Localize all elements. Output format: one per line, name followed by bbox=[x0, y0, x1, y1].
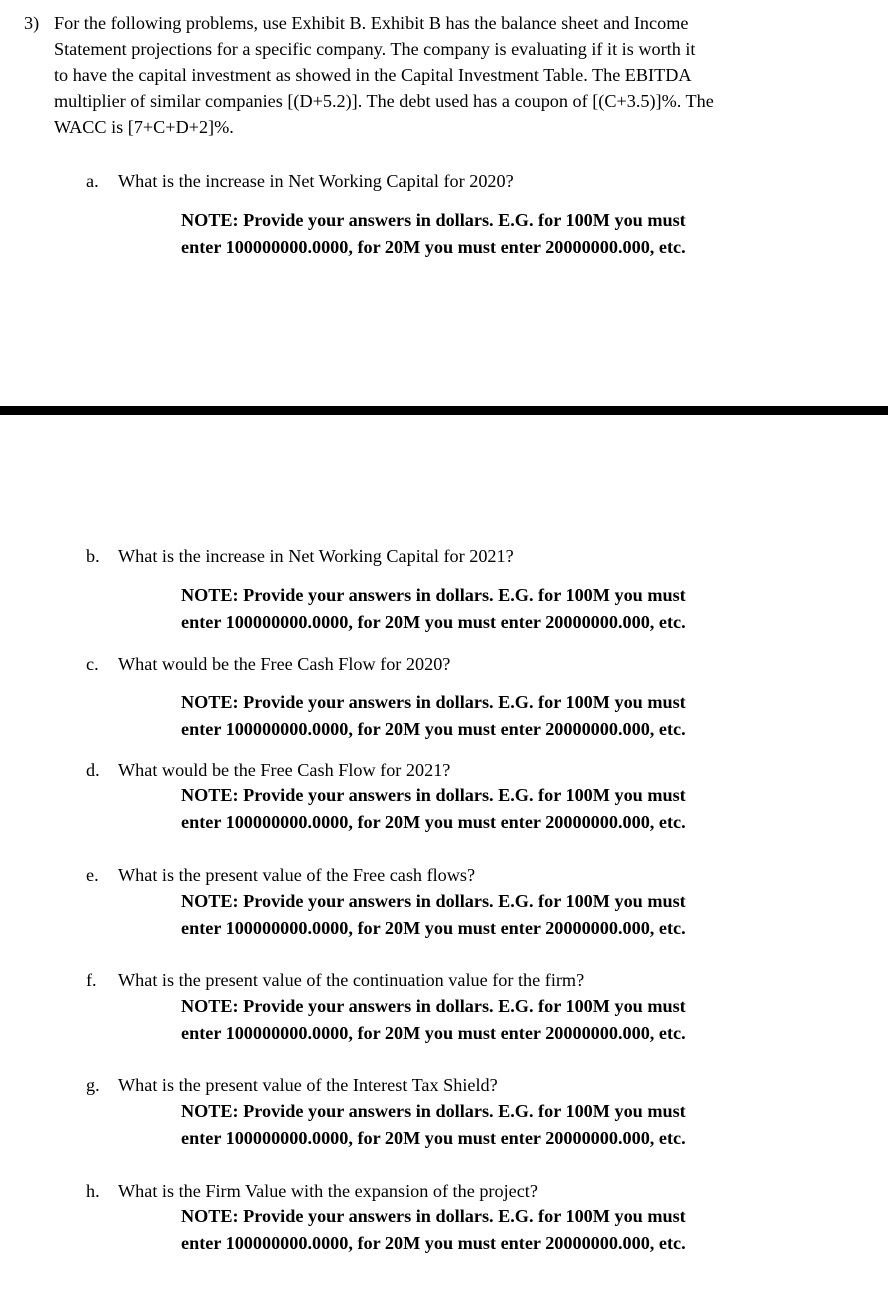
problem-text-line: Statement projections for a specific company. The company is evaluating if it is worth it bbox=[54, 39, 696, 59]
note-b bbox=[181, 582, 821, 636]
problem-number: 3) bbox=[24, 13, 40, 33]
note-line: NOTE: Provide your answers in dollars. E.G. for 100M you must bbox=[181, 891, 686, 911]
note-line: enter 100000000.0000, for 20M you must enter 20000000.000, etc. bbox=[181, 812, 686, 832]
note-line: enter 100000000.0000, for 20M you must enter 20000000.000, etc. bbox=[181, 237, 686, 257]
note-line: enter 100000000.0000, for 20M you must enter 20000000.000, etc. bbox=[181, 1023, 686, 1043]
question-text: What is the present value of the Free cash flows? bbox=[118, 865, 476, 885]
note-e bbox=[181, 888, 821, 942]
question-text: What is the present value of the continuation value for the firm? bbox=[118, 970, 585, 990]
page-divider bbox=[0, 406, 888, 415]
question-text: What would be the Free Cash Flow for 2020? bbox=[118, 654, 451, 674]
question-letter: a. bbox=[86, 171, 99, 191]
question-letter: f. bbox=[86, 970, 97, 990]
question-text: What is the present value of the Interest Tax Shield? bbox=[118, 1075, 498, 1095]
note-line: NOTE: Provide your answers in dollars. E.G. for 100M you must bbox=[181, 692, 686, 712]
problem-text-line: multiplier of similar companies [(D+5.2)]. The debt used has a coupon of [(C+3.5)]%. The bbox=[54, 91, 714, 111]
question-text: What is the increase in Net Working Capital for 2021? bbox=[118, 546, 514, 566]
note-line: NOTE: Provide your answers in dollars. E.G. for 100M you must bbox=[181, 996, 686, 1016]
note-line: enter 100000000.0000, for 20M you must enter 20000000.000, etc. bbox=[181, 612, 686, 632]
question-letter: d. bbox=[86, 760, 100, 780]
question-text: What is the Firm Value with the expansion of the project? bbox=[118, 1181, 538, 1201]
problem-text-line: to have the capital investment as showed in the Capital Investment Table. The EBITDA bbox=[54, 65, 692, 85]
question-text: What is the increase in Net Working Capital for 2020? bbox=[118, 171, 514, 191]
note-a bbox=[181, 207, 821, 261]
question-letter: c. bbox=[86, 654, 99, 674]
note-line: NOTE: Provide your answers in dollars. E.G. for 100M you must bbox=[181, 210, 686, 230]
question-letter: h. bbox=[86, 1181, 100, 1201]
question-letter: g. bbox=[86, 1075, 100, 1095]
question-letter: b. bbox=[86, 546, 100, 566]
question-text: What would be the Free Cash Flow for 2021? bbox=[118, 760, 451, 780]
note-h bbox=[181, 1203, 821, 1257]
note-c bbox=[181, 689, 821, 743]
note-line: enter 100000000.0000, for 20M you must enter 20000000.000, etc. bbox=[181, 1128, 686, 1148]
note-f bbox=[181, 993, 821, 1047]
note-line: enter 100000000.0000, for 20M you must enter 20000000.000, etc. bbox=[181, 918, 686, 938]
note-line: NOTE: Provide your answers in dollars. E.G. for 100M you must bbox=[181, 1101, 686, 1121]
note-g bbox=[181, 1098, 821, 1152]
note-line: NOTE: Provide your answers in dollars. E.G. for 100M you must bbox=[181, 1206, 686, 1226]
note-line: NOTE: Provide your answers in dollars. E.G. for 100M you must bbox=[181, 585, 686, 605]
problem-text-line: For the following problems, use Exhibit B. Exhibit B has the balance sheet and Income bbox=[54, 13, 689, 33]
note-d bbox=[181, 782, 821, 836]
note-line: enter 100000000.0000, for 20M you must enter 20000000.000, etc. bbox=[181, 719, 686, 739]
note-line: enter 100000000.0000, for 20M you must enter 20000000.000, etc. bbox=[181, 1233, 686, 1253]
problem-text-line: WACC is [7+C+D+2]%. bbox=[54, 117, 234, 137]
note-line: NOTE: Provide your answers in dollars. E.G. for 100M you must bbox=[181, 785, 686, 805]
question-letter: e. bbox=[86, 865, 99, 885]
